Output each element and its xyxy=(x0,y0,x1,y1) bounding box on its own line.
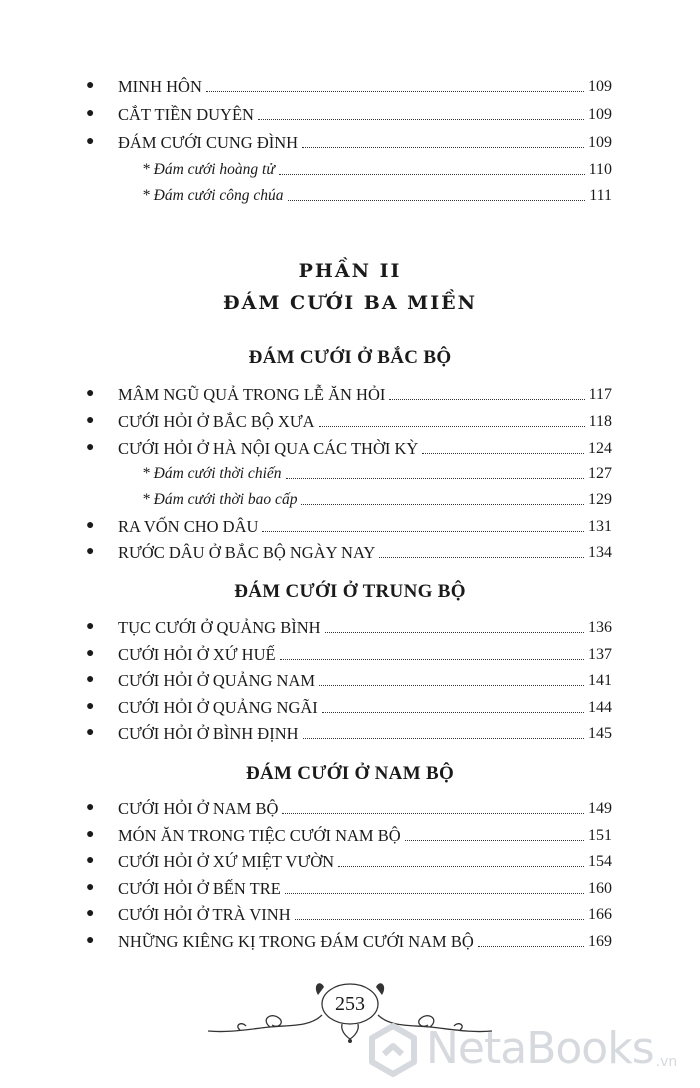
toc-entry-title: CẮT TIỀN DUYÊN xyxy=(118,105,254,124)
toc-subentry-page: 111 xyxy=(589,187,612,204)
toc-entry-page: 149 xyxy=(588,800,612,817)
netabooks-logo-icon xyxy=(364,1018,422,1080)
bullet-icon: ● xyxy=(86,544,95,559)
part-label: PHẦN II xyxy=(298,260,402,282)
toc-subentry-title: * Đám cưới hoàng tử xyxy=(142,161,275,178)
toc-entry xyxy=(86,847,612,873)
toc-entry-page: 109 xyxy=(588,106,612,123)
toc-entry xyxy=(86,100,612,126)
dot-leader xyxy=(279,170,585,175)
bullet-icon: ● xyxy=(86,672,95,687)
dot-leader xyxy=(325,628,584,633)
bullet-icon: ● xyxy=(86,619,95,634)
toc-entry xyxy=(86,666,612,692)
bullet-icon: ● xyxy=(86,518,95,533)
toc-entry-title: TỤC CƯỚI Ở QUẢNG BÌNH xyxy=(118,618,321,637)
toc-entry-title: RA VỐN CHO DÂU xyxy=(118,517,259,536)
dot-leader xyxy=(322,708,584,713)
toc-entry-page: 109 xyxy=(588,134,612,151)
toc-entry xyxy=(86,874,612,900)
toc-entry xyxy=(86,72,612,98)
bullet-icon: ● xyxy=(86,78,95,93)
dot-leader xyxy=(338,862,584,867)
toc-entry xyxy=(86,794,612,820)
dot-leader xyxy=(280,655,584,660)
toc-subentry-title: * Đám cưới công chúa xyxy=(142,187,284,204)
section-heading-nam-bo: ĐÁM CƯỚI Ở NAM BỘ xyxy=(245,763,455,784)
toc-entry-title: RƯỚC DÂU Ở BẮC BỘ NGÀY NAY xyxy=(118,543,376,562)
dot-leader xyxy=(319,422,585,427)
dot-leader xyxy=(295,915,584,920)
bullet-icon: ● xyxy=(86,827,95,842)
bullet-icon: ● xyxy=(86,880,95,895)
bullet-icon: ● xyxy=(86,440,95,455)
dot-leader xyxy=(319,681,584,686)
page-number: 253 xyxy=(335,993,365,1015)
toc-subentry-title: * Đám cưới thời chiến xyxy=(142,465,282,482)
toc-entry-title: CƯỚI HỎI Ở BẾN TRE xyxy=(118,879,281,898)
toc-entry-page: 109 xyxy=(588,78,612,95)
toc-entry-title: CƯỚI HỎI Ở BẮC BỘ XƯA xyxy=(118,412,315,431)
toc-entry-title: CƯỚI HỎI Ở TRÀ VINH xyxy=(118,905,291,924)
toc-entry-page: 154 xyxy=(588,853,612,870)
dot-leader xyxy=(379,553,584,558)
dot-leader xyxy=(285,889,584,894)
toc-entry-page: 137 xyxy=(588,646,612,663)
toc-entry xyxy=(86,512,612,538)
dot-leader xyxy=(262,527,584,532)
toc-subentry-page: 129 xyxy=(588,491,612,508)
toc-entry-page: 144 xyxy=(588,699,612,716)
dot-leader xyxy=(303,734,584,739)
toc-subentry-title: * Đám cưới thời bao cấp xyxy=(142,491,298,508)
toc-entry xyxy=(86,640,612,666)
bullet-icon: ● xyxy=(86,906,95,921)
dot-leader xyxy=(301,500,584,505)
toc-subentry xyxy=(142,155,612,181)
dot-leader xyxy=(282,809,584,814)
bullet-icon: ● xyxy=(86,134,95,149)
toc-entry-page: 124 xyxy=(588,440,612,457)
dot-leader xyxy=(288,196,586,201)
watermark xyxy=(364,1010,700,1088)
dot-leader xyxy=(286,474,585,479)
toc-entry-title: CƯỚI HỎI Ở QUẢNG NGÃI xyxy=(118,698,318,717)
section-heading-bac-bo: ĐÁM CƯỚI Ở BẮC BỘ xyxy=(248,347,452,368)
toc-entry-title: ĐÁM CƯỚI CUNG ĐÌNH xyxy=(118,133,299,152)
toc-entry xyxy=(86,380,612,406)
toc-entry-title: CƯỚI HỎI Ở HÀ NỘI QUA CÁC THỜI KỲ xyxy=(118,439,419,458)
dot-leader xyxy=(478,942,584,947)
toc-entry xyxy=(86,613,612,639)
toc-subentry xyxy=(142,459,612,485)
toc-subentry-page: 127 xyxy=(588,465,612,482)
section-heading-trung-bo: ĐÁM CƯỚI Ở TRUNG BỘ xyxy=(234,581,466,602)
toc-entry-title: CƯỚI HỎI Ở XỨ MIỆT VƯỜN xyxy=(118,852,335,871)
toc-entry-page: 160 xyxy=(588,880,612,897)
toc-entry-page: 134 xyxy=(588,544,612,561)
bullet-icon: ● xyxy=(86,853,95,868)
dot-leader xyxy=(302,143,584,148)
toc-entry-title: CƯỚI HỎI Ở BÌNH ĐỊNH xyxy=(118,724,299,743)
dot-leader xyxy=(206,87,584,92)
toc-entry-page: 169 xyxy=(588,933,612,950)
bullet-icon: ● xyxy=(86,800,95,815)
part-title: ĐÁM CƯỚI BA MIỀN xyxy=(223,292,477,314)
toc-entry xyxy=(86,821,612,847)
toc-entry-page: 141 xyxy=(588,672,612,689)
toc-entry-page: 118 xyxy=(588,413,612,430)
dot-leader xyxy=(405,836,584,841)
toc-entry xyxy=(86,719,612,745)
bullet-icon: ● xyxy=(86,933,95,948)
toc-entry-title: MINH HÔN xyxy=(118,77,202,96)
toc-subentry xyxy=(142,181,612,207)
dot-leader xyxy=(422,449,584,454)
bullet-icon: ● xyxy=(86,413,95,428)
toc-entry xyxy=(86,538,612,564)
dot-leader xyxy=(389,395,584,400)
toc-entry-title: NHỮNG KIÊNG KỊ TRONG ĐÁM CƯỚI NAM BỘ xyxy=(118,932,474,951)
toc-entry xyxy=(86,128,612,154)
toc-entry-page: 166 xyxy=(588,906,612,923)
toc-subentry xyxy=(142,485,612,511)
bullet-icon: ● xyxy=(86,646,95,661)
toc-entry-page: 117 xyxy=(588,386,612,403)
toc-entry-page: 136 xyxy=(588,619,612,636)
toc-entry xyxy=(86,900,612,926)
bullet-icon: ● xyxy=(86,106,95,121)
toc-entry-page: 131 xyxy=(588,518,612,535)
toc-entry xyxy=(86,434,612,460)
toc-subentry-page: 110 xyxy=(588,161,612,178)
toc-entry xyxy=(86,693,612,719)
toc-entry-title: CƯỚI HỎI Ở XỨ HUẾ xyxy=(118,645,276,664)
bullet-icon: ● xyxy=(86,386,95,401)
toc-entry-title: CƯỚI HỎI Ở NAM BỘ xyxy=(118,799,279,818)
toc-entry-page: 151 xyxy=(588,827,612,844)
dot-leader xyxy=(258,115,584,120)
bullet-icon: ● xyxy=(86,699,95,714)
toc-entry-title: CƯỚI HỎI Ở QUẢNG NAM xyxy=(118,671,316,690)
toc-entry-page: 145 xyxy=(588,725,612,742)
toc-entry xyxy=(86,407,612,433)
bullet-icon: ● xyxy=(86,725,95,740)
toc-entry-title: MÂM NGŨ QUẢ TRONG LỄ ĂN HỎI xyxy=(118,385,386,404)
watermark-text: NetaBooks xyxy=(426,1023,654,1074)
toc-entry xyxy=(86,927,612,953)
watermark-suffix: .vn xyxy=(655,1054,678,1070)
toc-entry-title: MÓN ĂN TRONG TIỆC CƯỚI NAM BỘ xyxy=(118,826,401,845)
